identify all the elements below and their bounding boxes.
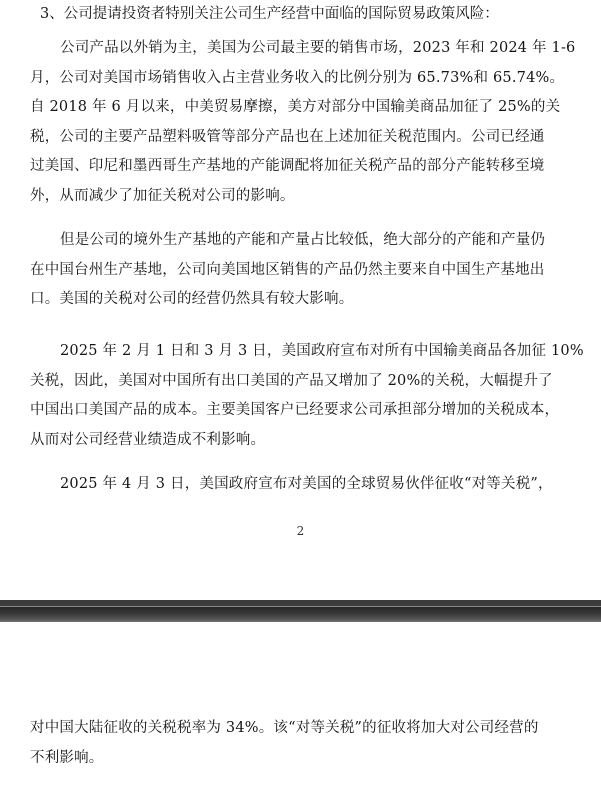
text-line: 2025 年 2 月 1 日和 3 月 3 日，美国政府宣布对所有中国输美商品各加征 10% <box>60 343 584 359</box>
text-line: 在中国台州生产基地，公司向美国地区销售的产品仍然主要来自中国生产基地出 <box>30 261 545 278</box>
text-line: 公司产品以外销为主，美国为公司最主要的销售市场，2023 年和 2024 年 1-6 <box>60 40 576 56</box>
text-line: 2025 年 4 月 3 日，美国政府宣布对美国的全球贸易伙伴征收“对等关税”， <box>60 476 553 492</box>
text-line: 从而对公司经营业绩造成不利影响。 <box>30 431 266 448</box>
page-number: 2 <box>296 524 305 538</box>
text-line: 口。美国的关税对公司的经营仍然具有较大影响。 <box>30 291 354 307</box>
section-heading: 3、公司提请投资者特别关注公司生产经营中面临的国际贸易政策风险： <box>40 6 499 22</box>
document-page-2 <box>0 622 601 788</box>
text-line: 但是公司的境外生产基地的产能和产量占比较低，绝大部分的产能和产量仍 <box>60 232 546 248</box>
paragraph-2025-tariffs <box>30 337 584 455</box>
paragraph-export-market <box>30 34 578 211</box>
paragraph-reciprocal-tariff <box>30 470 578 500</box>
paragraph-overseas-capacity <box>30 226 578 315</box>
paragraph-continuation <box>30 714 578 773</box>
text-line: 对中国大陆征收的关税税率为 34%。该“对等关税”的征收将加大对公司经营的 <box>30 720 539 736</box>
text-line: 税，公司的主要产品塑料吸管等部分产品也在上述加征关税范围内。公司已经通 <box>30 128 545 145</box>
text-line: 不利影响。 <box>30 749 104 766</box>
text-line: 月，公司对美国市场销售收入占主营业务收入的比例分别为 65.73%和 65.74%。 <box>30 69 565 86</box>
text-line: 过美国、印尼和墨西哥生产基地的产能调配将加征关税产品的部分产能转移至境 <box>30 158 545 174</box>
text-line: 中国出口美国产品的成本。主要美国客户已经要求公司承担部分增加的关税成本， <box>30 402 560 418</box>
text-line: 自 2018 年 6 月以来，中美贸易摩擦，美方对部分中国输美商品加征了 25%的关 <box>30 99 561 115</box>
page-separator <box>0 600 601 622</box>
text-line: 关税，因此，美国对中国所有出口美国的产品又增加了 20%的关税，大幅提升了 <box>30 372 553 389</box>
text-line: 外，从而减少了加征关税对公司的影响。 <box>30 187 295 204</box>
separator-highlight <box>0 606 601 607</box>
